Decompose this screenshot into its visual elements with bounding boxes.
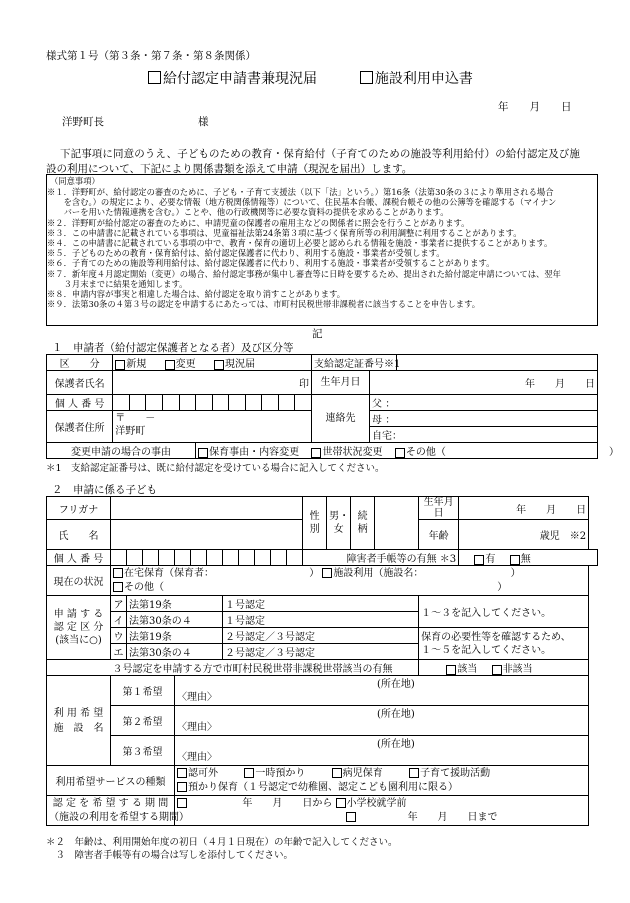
tax-spacer	[47, 660, 111, 676]
service-options	[175, 766, 589, 796]
note-handbook: ３ 障害者手帳等有の場合は写しを添付してください。	[46, 850, 294, 861]
kubun-change-checkbox[interactable]	[165, 360, 175, 370]
personal-no-digit[interactable]	[129, 395, 146, 411]
personal-no-digit[interactable]	[212, 395, 229, 411]
cert-law: 法第19条	[127, 596, 223, 612]
personal-no-digit[interactable]	[196, 395, 213, 411]
date-line: 年 月 日	[498, 101, 572, 113]
name-field[interactable]	[113, 371, 312, 395]
wish-2-field[interactable]	[175, 706, 589, 736]
contact-mother[interactable]	[370, 411, 598, 427]
birth-value: 年 月 日	[525, 379, 595, 390]
child-personal-no-digit[interactable]	[239, 550, 255, 566]
intro-line-1: 下記事項に同意のうえ、子どものための教育・保育給付（子育てのための施設等利用給付）の給付認定及び施	[60, 148, 581, 160]
cert-law: 法第30条の４	[127, 612, 223, 628]
address-field[interactable]	[113, 411, 312, 443]
period-school: 小学校就学前	[346, 797, 407, 809]
tax-options	[419, 660, 589, 676]
child-personal-no-digit[interactable]	[159, 550, 175, 566]
handbook-options	[459, 550, 598, 566]
furigana-field[interactable]	[111, 497, 303, 520]
service-sick-checkbox[interactable]	[332, 768, 342, 778]
age-value: 歳児 ※2	[539, 531, 587, 542]
period-from: 年 月 日から	[242, 797, 333, 809]
consent-line: バーを用いた情報連携を含む。）ことや、他の行政機関等に必要な資料の提供を求めることがあります。	[47, 207, 449, 218]
period-school-checkbox[interactable]	[336, 798, 346, 808]
applicant-table	[46, 354, 620, 459]
consent-list	[47, 187, 595, 309]
cert-hint-b: 保育の必要性等を確認するため、 １～５を記入してください。	[419, 628, 589, 660]
handbook-yes-checkbox[interactable]	[474, 555, 484, 565]
child-name-field[interactable]	[111, 520, 303, 550]
status-facility-checkbox[interactable]	[322, 568, 332, 578]
kubun-label: 区 分	[47, 355, 113, 371]
sex-options[interactable]: 男・女	[327, 497, 351, 550]
tax-line: ３号認定を申請する方で市町村民税世帯非課税世帯該当の有無	[111, 660, 419, 676]
personal-no-digit[interactable]	[146, 395, 163, 411]
address-label: 保護者住所	[47, 411, 113, 443]
status-facility-label: 施設利用（施設名：	[333, 567, 424, 579]
title-checkbox-2[interactable]	[360, 71, 373, 84]
note-age: ＊２ 年齢は、利用開始年度の初日（４月１日現在）の年齢で記入してください。	[46, 837, 398, 848]
section2-title: ２ 申請に係る子ども	[52, 484, 157, 496]
personal-no-digit[interactable]	[295, 395, 312, 411]
cert-mark: エ	[111, 644, 127, 660]
change-other-label: その他（	[405, 447, 446, 458]
child-birth-field[interactable]	[459, 497, 589, 520]
service-sick-label: 病児保育	[342, 767, 383, 779]
tax-yes-checkbox[interactable]	[446, 665, 456, 675]
personal-no-digit[interactable]	[113, 395, 130, 411]
status-other-label: その他（	[124, 581, 164, 593]
service-label: 利用希望サービスの種類	[47, 766, 175, 796]
wish-3-reason: 〈理由〉	[177, 751, 217, 763]
section1-title: １ 申請者（給付認定保護者となる者）及び区分等	[52, 342, 294, 354]
kubun-new-checkbox[interactable]	[115, 360, 125, 370]
status-home-close: ）	[309, 567, 320, 579]
period-to: 年 月 日まで	[407, 811, 498, 823]
consent-line: を含む。）の規定により、必要な情報（地方税関係情報等）について、住民基本台帳、課税台帳その他の公簿等を確認する（マイナン	[47, 197, 557, 208]
contact-father[interactable]	[370, 395, 598, 411]
title-checkbox-1[interactable]	[148, 71, 161, 84]
kubun-change-label: 変更	[175, 359, 196, 370]
consent-line: ３月末までに結果を通知します。	[47, 278, 188, 289]
service-unlicensed-label: 認可外	[188, 767, 218, 779]
wish-1-reason: 〈理由〉	[177, 691, 217, 703]
personal-no-digit[interactable]	[278, 395, 295, 411]
title-1: 給付認定申請書兼現況届	[163, 71, 317, 87]
status-home-checkbox[interactable]	[113, 568, 123, 578]
change-household-label: 世帯状況変更	[322, 447, 383, 458]
wish-2-location: (所在地)	[377, 708, 415, 720]
handbook-no-label: 無	[520, 554, 531, 565]
child-personal-no-digit[interactable]	[271, 550, 287, 566]
service-temporary-label: 一時預かり	[255, 767, 306, 779]
furigana-label: フリガナ	[47, 497, 111, 520]
relation-field[interactable]	[375, 497, 419, 550]
personal-no-digit[interactable]	[245, 395, 262, 411]
postal-mark: 〒 －	[115, 413, 156, 424]
status-options	[111, 566, 589, 596]
period-label: 認 定 を 希 望 す る 期 間 （施設の利用を希望する期間）	[47, 796, 175, 826]
cert-hint-a: １～３を記入してください。	[419, 596, 589, 628]
consent-line: ※９．法第30条の４第３号の認定を申請するにあたっては、市町村民税世帯非課税者に該当することを申告します。	[47, 299, 481, 310]
cert-mark: ウ	[111, 628, 127, 644]
addressee: 洋野町長	[62, 116, 104, 128]
tax-yes-label: 該当	[457, 664, 478, 675]
cert-kind: １号認定	[223, 612, 419, 628]
service-temporary-checkbox[interactable]	[244, 768, 254, 778]
relation-label: 続柄	[351, 497, 375, 550]
child-personal-no-digit[interactable]	[111, 550, 127, 566]
wish-1-field[interactable]	[175, 676, 589, 706]
child-personal-no-digit[interactable]	[287, 550, 303, 566]
wish-2-reason: 〈理由〉	[177, 721, 217, 733]
child-personal-no-digit[interactable]	[143, 550, 159, 566]
child-personal-no-digit[interactable]	[255, 550, 271, 566]
status-label: 現在の状況	[47, 566, 111, 596]
town-name: 洋野町	[115, 426, 146, 437]
consent-line: ※１．洋野町が、給付認定の審査のために、子ども・子育て支援法（以下「法」という。）第16条（法第30条の３により準用される場合	[47, 187, 554, 197]
cert-no-label: 支給認定証番号※1	[312, 355, 397, 371]
kubun-options	[113, 355, 312, 371]
consent-line: ※７．新年度４月認定開始（変更）の場合、給付認定事務が集中し審査等に日時を要するため、提出された給付認定申請については、翌年	[47, 268, 561, 279]
change-other-checkbox[interactable]	[395, 448, 405, 458]
consent-line: ※３．この申請書に記載されている事項は、児童福祉法第24条第３項に基づく保育所等の利用調整に利用することがあります。	[47, 227, 522, 238]
tax-no-checkbox[interactable]	[492, 665, 502, 675]
birth-label: 生年月日	[312, 371, 370, 395]
handbook-label: 障害者手帳等の有無 ＊3	[303, 550, 459, 566]
wish-label: 利 用 希 望 施 設 名	[47, 676, 111, 766]
period-from-checkbox[interactable]	[177, 798, 187, 808]
personal-no-label: 個 人 番 号	[47, 395, 113, 411]
kubun-status-label: 現況届	[225, 359, 256, 370]
service-azukari-checkbox[interactable]	[177, 782, 187, 792]
child-birth-value: 年 月 日	[516, 504, 587, 516]
wish-1-location: (所在地)	[377, 678, 415, 690]
change-care-label: 保育事由・内容変更	[209, 447, 300, 458]
consent-line: ※８．申請内容が事実と相違した場合は、給付認定を取り消すことがあります。	[47, 289, 346, 300]
child-name-label: 氏 名	[47, 520, 111, 550]
cert-mark: イ	[111, 612, 127, 628]
section2-notes	[46, 836, 398, 862]
wish-1-label: 第１希望	[111, 676, 175, 706]
title-2: 施設利用申込書	[374, 71, 473, 87]
child-personal-no-digit[interactable]	[207, 550, 223, 566]
kubun-new-label: 新規	[126, 359, 147, 370]
cert-kind: ２号認定／３号認定	[223, 644, 419, 660]
service-unlicensed-checkbox[interactable]	[177, 768, 187, 778]
cert-kind: １号認定	[223, 596, 419, 612]
personal-no-digit[interactable]	[162, 395, 179, 411]
consent-line: ※４．この申請書に記載されている事項の中で、教育・保育の適切上必要と認められる情報を施設・事業者に提供することがあります。	[47, 238, 553, 249]
child-personal-no-digit[interactable]	[127, 550, 143, 566]
cert-mark: ア	[111, 596, 127, 612]
form-number: 様式第１号（第３条・第７条・第８条関係）	[46, 50, 256, 62]
consent-heading: （同意事項）	[50, 176, 100, 186]
cert-kind: ２号認定／３号認定	[223, 628, 419, 644]
change-reason-label: 変更申請の場合の事由	[47, 443, 196, 459]
contact-home[interactable]	[370, 427, 598, 443]
wish-3-field[interactable]	[175, 736, 589, 766]
form-title	[148, 68, 473, 88]
wish-3-location: (所在地)	[377, 738, 415, 750]
contact-mother-label: 母 ：	[372, 415, 396, 426]
age-label: 年齢	[419, 520, 459, 550]
wish-3-label: 第３希望	[111, 736, 175, 766]
consent-line: ※２．洋野町が給付認定の審査のために、申請児童の保護者の雇用主などの関係者に照会を行うことがあります。	[47, 217, 470, 228]
tax-no-label: 非該当	[502, 664, 533, 675]
child-personal-no-digit[interactable]	[191, 550, 207, 566]
service-support-checkbox[interactable]	[409, 768, 419, 778]
kubun-status-checkbox[interactable]	[214, 360, 224, 370]
contact-father-label: 父 ：	[372, 399, 396, 410]
status-home-label: 在宅保育（保育者：	[124, 567, 214, 579]
sex-label: 性別	[303, 497, 327, 550]
section1-note: ＊1 支給認定証番号は、既に給付認定を受けている場合に記入してください。	[46, 463, 385, 474]
cert-kubun-label: 申 請 す る 認 定 区 分 (該当に○)	[47, 596, 111, 660]
cert-no-field[interactable]	[396, 355, 597, 371]
service-azukari-label: 預かり保育（１号認定で幼稚園、認定こども園利用に限る）	[188, 781, 458, 793]
handbook-no-checkbox[interactable]	[510, 555, 520, 565]
intro-line-2: 設の利用について、下記により関係書類を添えて申請（現況を届出）します。	[46, 163, 413, 175]
period-field	[175, 796, 589, 826]
handbook-yes-label: 有	[485, 554, 496, 565]
child-birth-label: 生年月日	[419, 497, 459, 520]
close-paren: ）	[609, 447, 620, 458]
wish-2-label: 第２希望	[111, 706, 175, 736]
seal-mark: 印	[299, 379, 310, 390]
cert-law: 法第19条	[127, 628, 223, 644]
child-personal-no-digit[interactable]	[175, 550, 191, 566]
personal-no-digit[interactable]	[262, 395, 279, 411]
consent-line: ※６．子育てのための施設等利用給付は、給付認定保護者に代わり、利用する施設・事業者が受領することがあります。	[47, 258, 495, 269]
change-care-checkbox[interactable]	[198, 448, 208, 458]
child-personal-no-digit[interactable]	[223, 550, 239, 566]
consent-line: ※５．子どものための教育・保育給付は、給付認定保護者に代わり、利用する施設・事業者が受領します。	[47, 248, 445, 259]
personal-no-digit[interactable]	[179, 395, 196, 411]
honorific: 様	[198, 116, 209, 128]
child-table	[46, 496, 598, 826]
cert-law: 法第30条の４	[127, 644, 223, 660]
name-label: 保護者氏名	[47, 371, 113, 395]
contact-label: 連絡先	[312, 395, 370, 443]
status-other-checkbox[interactable]	[113, 582, 123, 592]
status-other-close: ）	[497, 581, 508, 593]
personal-no-digit[interactable]	[229, 395, 246, 411]
change-reason-options	[196, 443, 620, 459]
age-field[interactable]	[459, 520, 589, 550]
change-household-checkbox[interactable]	[311, 448, 321, 458]
birth-field[interactable]	[370, 371, 598, 395]
service-support-label: 子育て援助活動	[420, 767, 491, 779]
contact-home-label: 自宅：	[372, 431, 403, 442]
period-to-checkbox[interactable]	[346, 812, 356, 822]
child-personal-no-label: 個 人 番 号	[47, 550, 111, 566]
ki-mark: 記	[312, 328, 323, 340]
status-facility-close: ）	[510, 567, 521, 579]
